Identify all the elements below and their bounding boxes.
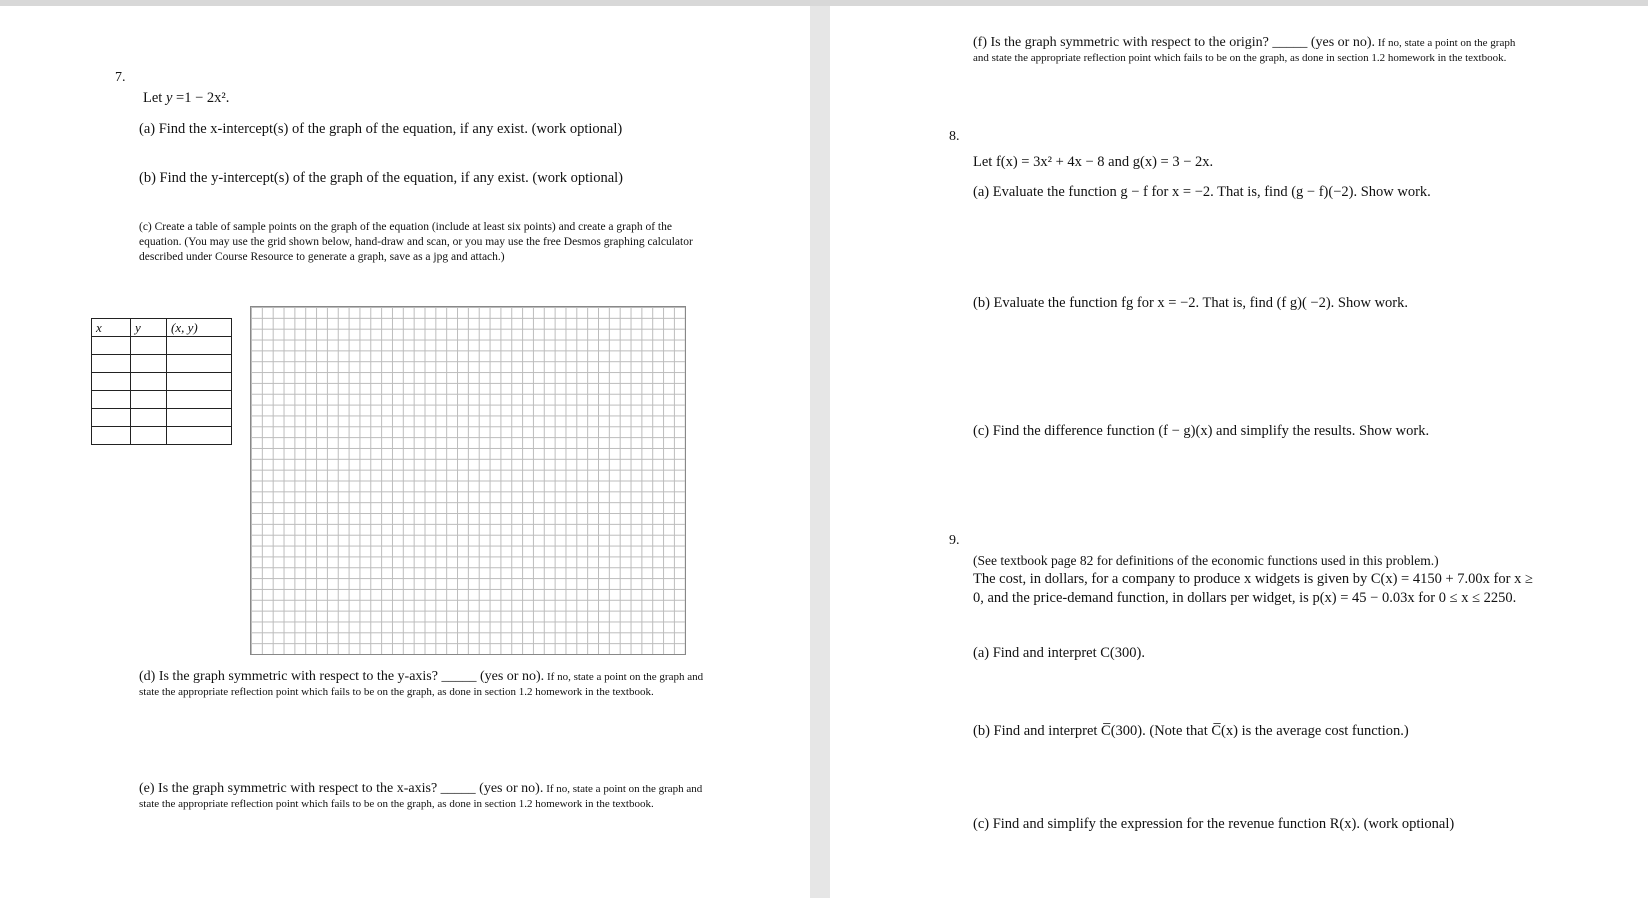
table-cell xyxy=(92,391,131,409)
question-8b: (b) Evaluate the function fg for x = −2. That is, find (f g)( −2). Show work. xyxy=(973,295,1408,311)
document-page-right xyxy=(830,6,1648,898)
question-8-number: 8. xyxy=(949,129,960,144)
table-cell xyxy=(167,373,232,391)
table-cell xyxy=(92,373,131,391)
question-9c: (c) Find and simplify the expression for the revenue function R(x). (work optional) xyxy=(973,816,1455,832)
table-row xyxy=(92,409,232,427)
question-7b: (b) Find the y-intercept(s) of the graph of the equation, if any exist. (work optional) xyxy=(139,170,624,186)
question-7e: (e) Is the graph symmetric with respect to the x-axis? _____ (yes or no). If no, state a point on the graph and state the appropriate reflection point which fails to be on the graph, as done in section 1.2 homework in the textbook. xyxy=(139,781,703,810)
question-7a: (a) Find the x-intercept(s) of the graph of the equation, if any exist. (work optional) xyxy=(139,121,623,137)
table-header-row xyxy=(92,319,232,337)
table-cell xyxy=(92,337,131,355)
table-cell xyxy=(131,337,167,355)
table-cell xyxy=(131,355,167,373)
question-7f: (f) Is the graph symmetric with respect to the origin? _____ (yes or no). If no, state a point on the graph and state the appropriate reflection point which fails to be on the graph, as done in section 1.2 homework in the textbook. xyxy=(973,35,1516,64)
graph-paper-grid xyxy=(250,306,686,655)
question-7-intro: Let y =1 − 2x². xyxy=(143,90,230,106)
table-row xyxy=(92,391,232,409)
question-8-intro: Let f(x) = 3x² + 4x − 8 and g(x) = 3 − 2x. xyxy=(973,154,1214,170)
table-cell xyxy=(131,427,167,445)
question-9-intro: The cost, in dollars, for a company to produce x widgets is given by C(x) = 4150 + 7.00x for x ≥ 0, and the price-demand function, in dollars per widget, is p(x) = 45 − 0.03x for 0 ≤ x ≤ 2250. xyxy=(973,571,1533,606)
table-cell xyxy=(167,409,232,427)
table-cell xyxy=(167,427,232,445)
table-cell xyxy=(167,391,232,409)
table-row xyxy=(92,337,232,355)
table-cell xyxy=(92,409,131,427)
table-cell xyxy=(131,373,167,391)
sample-points-table xyxy=(91,318,232,445)
question-9-note: (See textbook page 82 for definitions of the economic functions used in this problem.) xyxy=(973,553,1439,568)
table-cell xyxy=(167,355,232,373)
table-row xyxy=(92,355,232,373)
table-row xyxy=(92,373,232,391)
table-cell xyxy=(167,337,232,355)
table-header-y: y xyxy=(131,319,167,337)
table-header-x: x xyxy=(92,319,131,337)
question-9a: (a) Find and interpret C(300). xyxy=(973,645,1145,661)
table-header-xy: (x, y) xyxy=(167,319,232,337)
document-page-left xyxy=(0,6,810,898)
question-8a: (a) Evaluate the function g − f for x = −2. That is, find (g − f)(−2). Show work. xyxy=(973,184,1431,200)
question-7c: (c) Create a table of sample points on the graph of the equation (include at least six points) and create a graph of the equation. (You may use the grid shown below, hand-draw and scan, or you may use the free Desmos graphing calculator described under Course Resource to generate a graph, save as a jpg and attach.) xyxy=(139,221,693,263)
question-7d: (d) Is the graph symmetric with respect to the y-axis? _____ (yes or no). If no, state a point on the graph and state the appropriate reflection point which fails to be on the graph, as done in section 1.2 homework in the textbook. xyxy=(139,669,704,698)
question-8c: (c) Find the difference function (f − g)(x) and simplify the results. Show work. xyxy=(973,423,1430,439)
table-cell xyxy=(92,355,131,373)
table-cell xyxy=(131,391,167,409)
table-cell xyxy=(92,427,131,445)
table-cell xyxy=(131,409,167,427)
question-9-number: 9. xyxy=(949,533,960,548)
question-7-number: 7. xyxy=(115,70,126,85)
table-row xyxy=(92,427,232,445)
question-9b: (b) Find and interpret C̅(300). (Note that C̅(x) is the average cost function.) xyxy=(973,723,1409,739)
